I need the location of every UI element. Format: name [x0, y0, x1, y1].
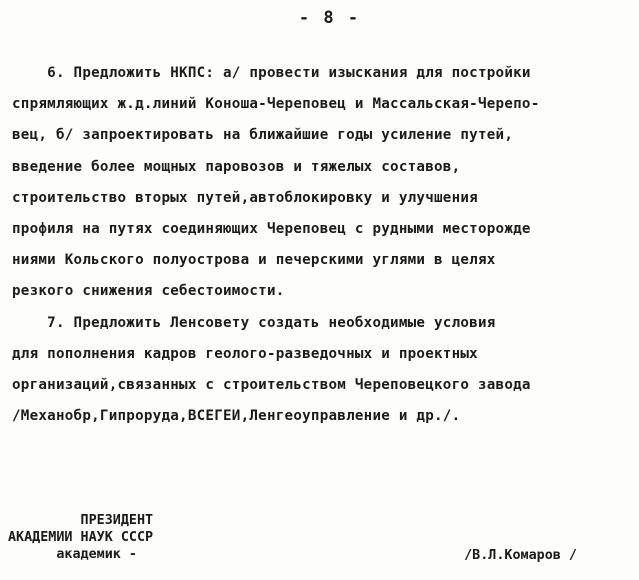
text-line: /Механобр,Гипроруда,ВСЕГЕИ,Ленгеоуправление и др./.: [12, 408, 461, 425]
text-line: спрямляющих ж.д.линий Коноша-Череповец и Массальская-Черепо-: [12, 96, 540, 113]
paragraph-6: [12, 58, 634, 308]
text-line: организаций,связанных с строительством Череповецкого завода: [12, 377, 531, 394]
text-line: введение более мощных паровозов и тяжелых составов,: [12, 158, 461, 175]
document-body: [12, 58, 634, 432]
page-number: - 8 -: [298, 8, 361, 28]
text-line: профиля на путях соединяющих Череповец с рудными месторожде: [12, 221, 531, 238]
signature-organization: АКАДЕМИИ НАУК СССР: [8, 530, 154, 545]
text-line: строительство вторых путей,автоблокировку и улучшения: [12, 189, 478, 206]
text-line: 7. Предложить Ленсовету создать необходимые условия: [12, 314, 496, 331]
text-line: резкого снижения себестоимости.: [12, 283, 285, 300]
text-line: ниями Кольского полуострова и печерскими углями в целях: [12, 252, 496, 269]
signatory-name: /В.Л.Комаров /: [464, 548, 577, 563]
text-line: 6. Предложить НКПС: а/ провести изыскания для постройки: [12, 65, 531, 81]
signature-rank: академик -: [8, 547, 137, 562]
text-line: для пополнения кадров геолого-разведочных и проектных: [12, 345, 478, 362]
signature-title: ПРЕЗИДЕНТ: [8, 513, 154, 528]
paragraph-7: [12, 308, 634, 433]
text-line: вец, б/ запроектировать на ближайшие годы усиление путей,: [12, 127, 514, 144]
